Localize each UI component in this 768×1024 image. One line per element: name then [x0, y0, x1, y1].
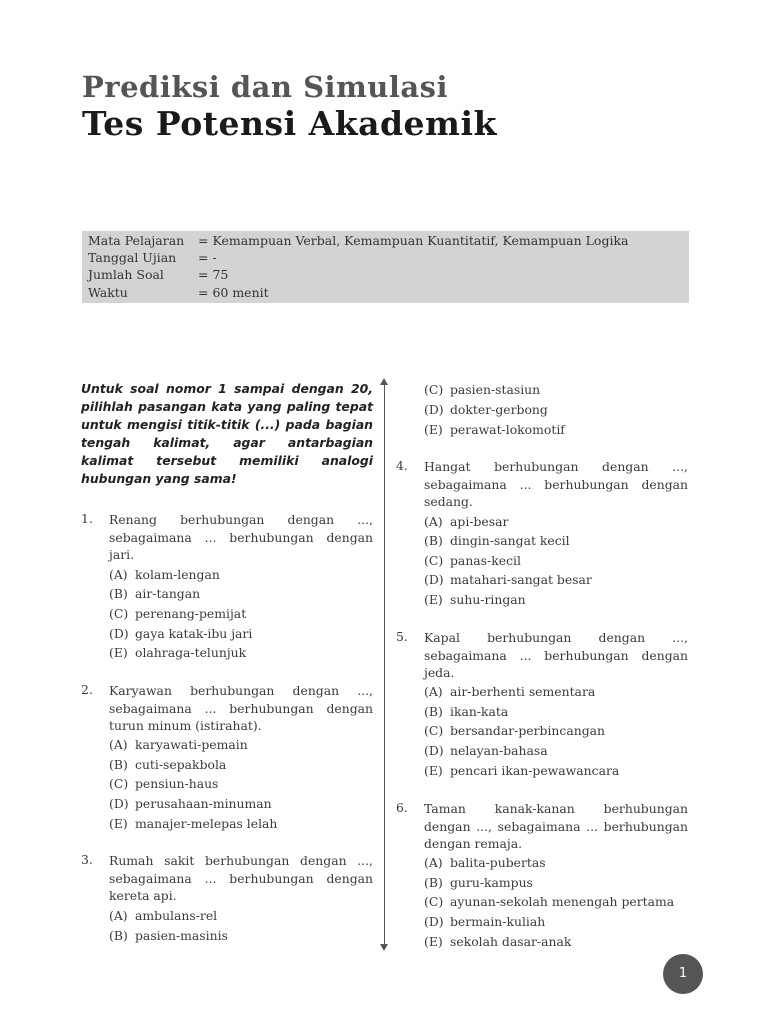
option-text: ayunan-sekolah menengah pertama [450, 894, 675, 909]
option-letter: (D) [424, 914, 444, 929]
option-letter: (A) [109, 737, 128, 752]
option [424, 592, 526, 607]
option [424, 553, 521, 568]
option-letter: (D) [424, 572, 444, 587]
info-row-time [88, 285, 269, 300]
info-row-date [88, 250, 217, 265]
option [424, 572, 592, 587]
option [109, 645, 246, 660]
question-number: 6. [396, 800, 408, 815]
title-line-1: Prediksi dan Simulasi [82, 70, 448, 104]
option [109, 606, 246, 621]
option-letter: (E) [424, 763, 443, 778]
option [424, 723, 605, 738]
option-letter: (D) [109, 796, 129, 811]
option-text: perusahaan-minuman [135, 796, 272, 811]
option-text: guru-kampus [450, 875, 533, 890]
option-letter: (C) [424, 723, 444, 738]
option-letter: (B) [424, 875, 443, 890]
option-text: matahari-sangat besar [450, 572, 592, 587]
option-text: perenang-pemijat [135, 606, 247, 621]
option-letter: (C) [109, 606, 129, 621]
option-letter: (E) [424, 934, 443, 949]
info-key: Mata Pelajaran [88, 233, 185, 248]
option-text: pasien-stasiun [450, 382, 541, 397]
option-text: cuti-sepakbola [135, 757, 227, 772]
option [424, 914, 545, 929]
option [109, 776, 218, 791]
option [109, 567, 220, 582]
option-letter: (A) [109, 567, 128, 582]
option-text: dingin-sangat kecil [450, 533, 570, 548]
option-text: dokter-gerbong [450, 402, 548, 417]
info-row-subject [88, 233, 628, 248]
option-letter: (A) [424, 514, 443, 529]
option-letter: (D) [109, 626, 129, 641]
question-stem: Kapal berhubungan dengan ..., sebagaimana ... berhubungan dengan jeda. [424, 630, 688, 680]
question-stem: Renang berhubungan dengan ..., sebagaimana ... berhubungan dengan jari. [109, 512, 373, 562]
option [109, 816, 277, 831]
question-number: 5. [396, 629, 408, 644]
question-stem: Hangat berhubungan dengan ..., sebagaimana ... berhubungan dengan sedang. [424, 459, 688, 509]
info-row-count [88, 267, 228, 282]
page-number-badge: 1 [663, 954, 703, 994]
option-text: kolam-lengan [135, 567, 220, 582]
info-key: Waktu [88, 285, 128, 300]
option [424, 875, 533, 890]
option-letter: (C) [424, 894, 444, 909]
option [424, 704, 508, 719]
option-text: karyawati-pemain [135, 737, 248, 752]
question-number: 2. [81, 682, 93, 697]
option-text: bersandar-perbincangan [450, 723, 606, 738]
option [424, 855, 546, 870]
option [109, 908, 217, 923]
option-letter: (B) [109, 757, 128, 772]
option [424, 382, 540, 397]
option [424, 934, 571, 949]
option-letter: (C) [424, 382, 444, 397]
info-value: = - [198, 250, 217, 265]
exam-info-box [82, 231, 689, 303]
option-text: balita-pubertas [450, 855, 546, 870]
option-text: air-berhenti sementara [450, 684, 596, 699]
option [424, 422, 565, 437]
column-divider [384, 384, 385, 946]
option [424, 894, 674, 909]
option [109, 796, 272, 811]
option-letter: (A) [424, 855, 443, 870]
info-value: = 75 [198, 267, 229, 282]
option-text: gaya katak-ibu jari [135, 626, 253, 641]
option [424, 514, 508, 529]
option-text: ikan-kata [450, 704, 509, 719]
option-text: olahraga-telunjuk [135, 645, 247, 660]
option-letter: (C) [424, 553, 444, 568]
option [109, 626, 252, 641]
option-text: pensiun-haus [135, 776, 219, 791]
option-text: ambulans-rel [135, 908, 218, 923]
option-letter: (D) [424, 743, 444, 758]
question-stem: Taman kanak-kanan berhubungan dengan ..., sebagaimana ... berhubungan dengan remaja. [424, 801, 688, 851]
info-value: = 60 menit [198, 285, 269, 300]
question-number: 1. [81, 511, 93, 526]
divider-arrow-bottom-icon [380, 944, 388, 951]
question-stem: Karyawan berhubungan dengan ..., sebagaimana ... berhubungan dengan turun minum (istirahat). [109, 683, 373, 733]
option-letter: (D) [424, 402, 444, 417]
option [424, 684, 595, 699]
option-text: manajer-melepas lelah [135, 816, 278, 831]
option [424, 533, 570, 548]
question-stem: Rumah sakit berhubungan dengan ..., sebagaimana ... berhubungan dengan kereta api. [109, 853, 373, 903]
instructions: Untuk soal nomor 1 sampai dengan 20, pilihlah pasangan kata yang paling tepat untuk mengisi titik-titik (...) pada bagian tengah kalimat, agar antarbagian kalimat tersebut memiliki analogi hubungan yang sama! [81, 381, 373, 486]
option-text: bermain-kuliah [450, 914, 546, 929]
option-text: api-besar [450, 514, 509, 529]
option-letter: (B) [424, 533, 443, 548]
option [109, 757, 226, 772]
option-letter: (C) [109, 776, 129, 791]
option [109, 586, 200, 601]
option-text: pencari ikan-pewawancara [450, 763, 620, 778]
option-letter: (B) [109, 928, 128, 943]
title-line-2: Tes Potensi Akademik [82, 104, 497, 143]
option [424, 402, 548, 417]
option-letter: (E) [424, 422, 443, 437]
option-letter: (E) [109, 645, 128, 660]
option [424, 743, 548, 758]
info-key: Tanggal Ujian [88, 250, 177, 265]
option-letter: (A) [424, 684, 443, 699]
option-text: sekolah dasar-anak [450, 934, 572, 949]
question-number: 4. [396, 458, 408, 473]
option-text: air-tangan [135, 586, 201, 601]
option-text: panas-kecil [450, 553, 521, 568]
info-key: Jumlah Soal [88, 267, 164, 282]
option-text: nelayan-bahasa [450, 743, 548, 758]
info-value: = Kemampuan Verbal, Kemampuan Kuantitatif, Kemampuan Logika [198, 233, 629, 248]
option-text: pasien-masinis [135, 928, 228, 943]
option-letter: (E) [424, 592, 443, 607]
option-letter: (A) [109, 908, 128, 923]
option [109, 928, 228, 943]
option-letter: (B) [424, 704, 443, 719]
question-number: 3. [81, 852, 93, 867]
option-text: perawat-lokomotif [450, 422, 565, 437]
option [424, 763, 619, 778]
option-letter: (B) [109, 586, 128, 601]
option [109, 737, 248, 752]
option-letter: (E) [109, 816, 128, 831]
option-text: suhu-ringan [450, 592, 526, 607]
